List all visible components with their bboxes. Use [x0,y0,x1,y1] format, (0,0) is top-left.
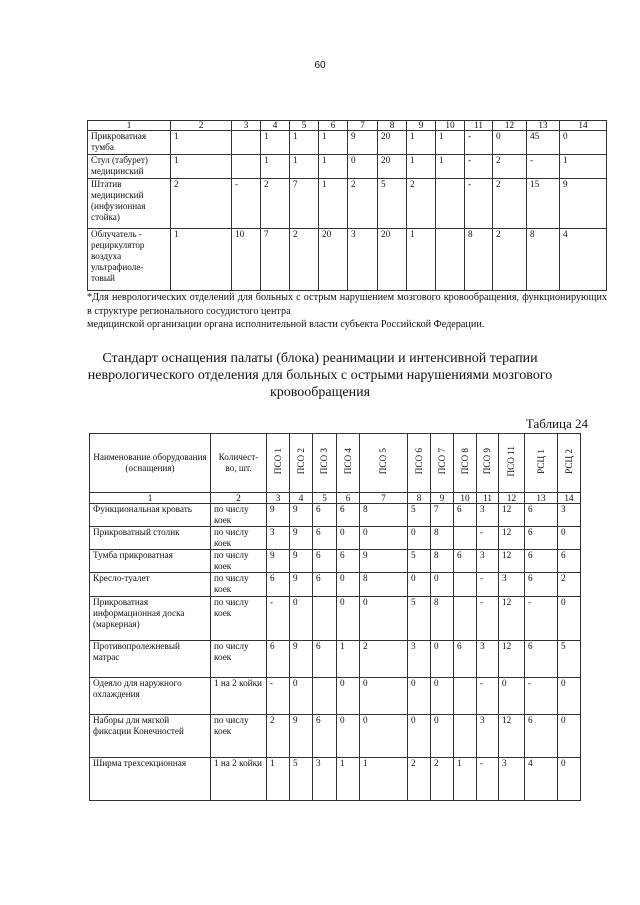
cell-value: 2 [407,179,436,229]
header-unit-label: ПСО 7 [436,448,447,475]
cell-value: 0 [558,527,581,550]
cell-value: 1 [290,155,319,179]
cell-value: 1 [337,758,360,801]
cell-value: 0 [337,527,360,550]
cell-value: - [465,179,493,229]
column-number: 10 [436,121,465,131]
header-unit-label: ПСО 3 [319,448,329,475]
cell-value: 2 [431,758,454,801]
equipment-name: Противопролежневый матрас [90,641,211,678]
column-number: 11 [477,493,499,504]
header-unit [499,434,525,493]
cell-value: 6 [525,527,558,550]
cell-value: 2 [493,179,527,229]
cell-value: 2 [360,641,408,678]
header-unit-label: ПСО 2 [295,448,306,475]
cell-value: 6 [313,504,337,527]
cell-value: 2 [408,758,431,801]
cell-value: 5 [408,597,431,641]
cell-value: 6 [313,641,337,678]
cell-value: 12 [499,550,525,573]
cell-value: 1 [454,758,477,801]
cell-value: 3 [313,758,337,801]
header-unit-label: РСЦ 2 [563,449,574,474]
cell-value: 0 [558,678,581,715]
header-unit [313,434,337,493]
cell-value: - [527,155,560,179]
cell-value: 2 [558,573,581,597]
footnote [87,291,607,332]
cell-value: - [477,597,499,641]
cell-value: 12 [499,715,525,758]
cell-value: 1 [436,155,465,179]
header-unit [454,434,477,493]
cell-value: - [465,155,493,179]
cell-value: 9 [348,131,378,155]
header-unit [408,434,431,493]
header-quantity: Количест-во, шт. [211,434,267,493]
cell-value: 1 [560,155,607,179]
cell-value: 0 [290,597,313,641]
equipment-name: Тумба прикроватная [90,550,211,573]
header-unit [360,434,408,493]
table-row [88,229,607,291]
column-number: 5 [290,121,319,131]
cell-value: 5 [408,550,431,573]
table-row [90,758,581,801]
table-row [90,597,581,641]
cell-value: 0 [431,641,454,678]
cell-value [232,155,261,179]
cell-value: 1 [171,131,232,155]
cell-value: 2 [493,229,527,291]
header-equipment-name: Наименование оборудования (оснащения) [90,434,211,493]
cell-value [313,678,337,715]
header-unit-label: ПСО 6 [413,448,424,475]
cell-value: - [465,131,493,155]
cell-value: 5 [378,179,407,229]
header-unit-label: ПСО 9 [482,448,492,475]
cell-value: 20 [319,229,348,291]
cell-value: - [267,678,290,715]
cell-value: 0 [499,678,525,715]
cell-value: 1 [407,131,436,155]
equipment-name: Прикроватный столик [90,527,211,550]
cell-value: 7 [431,504,454,527]
cell-value: 6 [558,550,581,573]
cell-value: 1 [319,155,348,179]
table-row [88,131,607,155]
cell-value: 6 [525,573,558,597]
cell-value: 12 [499,641,525,678]
cell-value: 0 [360,527,408,550]
cell-value: 3 [499,573,525,597]
cell-value: 0 [431,678,454,715]
cell-value: 6 [313,550,337,573]
cell-value: 6 [337,550,360,573]
cell-value: - [525,678,558,715]
cell-value: 1 [267,758,290,801]
column-number: 13 [525,493,558,504]
column-number: 9 [407,121,436,131]
cell-value: 1 [337,641,360,678]
cell-value: 3 [477,641,499,678]
header-unit [337,434,360,493]
column-number: 3 [267,493,290,504]
cell-value: 5 [290,758,313,801]
cell-value: 20 [378,131,407,155]
cell-value [436,229,465,291]
cell-value: 8 [527,229,560,291]
cell-value: 9 [290,527,313,550]
cell-value: 0 [408,527,431,550]
cell-value: 9 [290,504,313,527]
cell-value: 0 [337,678,360,715]
column-number: 4 [290,493,313,504]
cell-value: 8 [360,504,408,527]
equipment-name: Штатив медицинский (инфузионная стойка) [88,179,171,229]
column-number-row [90,493,581,504]
cell-value: 6 [313,715,337,758]
cell-value: 0 [431,715,454,758]
column-number: 10 [454,493,477,504]
cell-value: 8 [360,573,408,597]
cell-value: - [525,597,558,641]
column-number: 5 [313,493,337,504]
quantity: по числу коек [211,573,267,597]
cell-value: 9 [267,504,290,527]
cell-value: 20 [378,155,407,179]
quantity: по числу коек [211,527,267,550]
column-number: 6 [337,493,360,504]
column-number: 7 [360,493,408,504]
cell-value: 3 [477,715,499,758]
equipment-name: Одеяло для наружного охлаждения [90,678,211,715]
cell-value: 0 [337,715,360,758]
cell-value: 0 [408,678,431,715]
cell-value: 6 [454,504,477,527]
cell-value: 1 [171,229,232,291]
section-title: Стандарт оснащения палаты (блока) реанимации и интенсивной терапии неврологического отделения для больных с острыми нарушениями мозгового кровообращения [87,351,553,400]
cell-value [454,678,477,715]
cell-value: 1 [360,758,408,801]
table-row [90,715,581,758]
quantity: по числу коек [211,641,267,678]
cell-value: 5 [558,641,581,678]
cell-value: 3 [558,504,581,527]
cell-value: 8 [431,597,454,641]
cell-value: 15 [527,179,560,229]
cell-value: - [267,597,290,641]
quantity: по числу коек [211,504,267,527]
cell-value [313,597,337,641]
cell-value: 0 [558,597,581,641]
column-number: 14 [558,493,581,504]
cell-value: 1 [319,131,348,155]
cell-value: 2 [171,179,232,229]
cell-value: 6 [454,641,477,678]
table-caption: Таблица 24 [525,416,588,431]
cell-value: - [477,678,499,715]
cell-value: 3 [267,527,290,550]
cell-value: 12 [499,504,525,527]
cell-value: 0 [408,715,431,758]
cell-value: 1 [407,155,436,179]
header-unit-label: ПСО 1 [272,448,283,475]
cell-value: 5 [408,504,431,527]
table-row [88,179,607,229]
cell-value: 1 [436,131,465,155]
cell-value: 6 [313,527,337,550]
footnote-line-1: *Для неврологических отделений для больных с острым нарушением мозгового кровообращения, функционирующих в структуре регионального сосудистого центра [87,292,607,317]
header-unit [290,434,313,493]
equipment-name: Кресло-туалет [90,573,211,597]
table-row [90,573,581,597]
cell-value: 9 [290,573,313,597]
cell-value: 6 [313,573,337,597]
quantity: по числу коек [211,550,267,573]
column-number: 1 [88,121,171,131]
equipment-name: Облучатель - рециркулятор воздуха ультрафиоле-товый [88,229,171,291]
cell-value: - [477,573,499,597]
cell-value: 1 [261,155,290,179]
cell-value: 9 [360,550,408,573]
cell-value: 20 [378,229,407,291]
equipment-name: Функциональная кровать [90,504,211,527]
cell-value: 1 [319,179,348,229]
cell-value: 6 [337,504,360,527]
cell-value: 10 [232,229,261,291]
cell-value: 8 [431,527,454,550]
cell-value: 0 [560,131,607,155]
column-number: 2 [211,493,267,504]
cell-value: 3 [408,641,431,678]
column-number: 1 [90,493,211,504]
cell-value: 0 [360,678,408,715]
header-unit [525,434,558,493]
cell-value [454,527,477,550]
cell-value: 0 [337,573,360,597]
header-unit [267,434,290,493]
cell-value: 9 [290,550,313,573]
cell-value: 0 [558,758,581,801]
column-number-row [88,121,607,131]
equipment-name: Стул (табурет) медицинский [88,155,171,179]
cell-value: 0 [290,678,313,715]
cell-value: 2 [267,715,290,758]
cell-value: 3 [348,229,378,291]
column-number: 3 [232,121,261,131]
cell-value: 3 [477,504,499,527]
table-row [90,641,581,678]
column-number: 6 [319,121,348,131]
header-unit-label: ПСО 5 [378,448,388,475]
header-unit-label: РСЦ 1 [535,449,546,474]
cell-value: 9 [560,179,607,229]
table-row [90,550,581,573]
table-row [90,527,581,550]
header-unit [431,434,454,493]
footnote-line-2: медицинской организации органа исполнительной власти субъекта Российской Федерации. [87,319,485,330]
cell-value: 45 [527,131,560,155]
cell-value: 0 [360,597,408,641]
cell-value: 0 [493,131,527,155]
quantity: 1 на 2 койки [211,758,267,801]
cell-value: 6 [267,641,290,678]
column-number: 8 [378,121,407,131]
cell-value: 4 [525,758,558,801]
header-unit [477,434,499,493]
equipment-name: Ширма трехсекционная [90,758,211,801]
page-number: 60 [314,60,326,71]
cell-value: 2 [348,179,378,229]
cell-value: 12 [499,527,525,550]
header-unit [558,434,581,493]
cell-value: 6 [525,641,558,678]
cell-value: 1 [407,229,436,291]
icu-equipment-standard-table [89,433,581,801]
cell-value [454,573,477,597]
cell-value [232,131,261,155]
cell-value: 1 [261,131,290,155]
cell-value: 0 [348,155,378,179]
column-number: 12 [493,121,527,131]
cell-value: 3 [477,550,499,573]
equipment-name: Прикроватная тумба [88,131,171,155]
header-unit-label: ПСО 4 [342,448,353,475]
cell-value [454,715,477,758]
column-number: 9 [431,493,454,504]
quantity: 1 на 2 койки [211,678,267,715]
cell-value: 9 [290,715,313,758]
cell-value: 0 [337,597,360,641]
column-number: 7 [348,121,378,131]
cell-value: - [477,758,499,801]
column-number: 14 [560,121,607,131]
cell-value [454,597,477,641]
cell-value: 0 [431,573,454,597]
cell-value: 9 [290,641,313,678]
cell-value: - [232,179,261,229]
equipment-name: Наборы для мягкой фиксации Конечностей [90,715,211,758]
column-number: 12 [499,493,525,504]
cell-value: 6 [267,573,290,597]
table-row [90,504,581,527]
cell-value: 2 [261,179,290,229]
cell-value: 6 [454,550,477,573]
cell-value: 0 [360,715,408,758]
cell-value: 9 [267,550,290,573]
cell-value: 7 [261,229,290,291]
cell-value: 7 [290,179,319,229]
cell-value: - [477,527,499,550]
equipment-name: Прикроватная информационная доска (маркерная) [90,597,211,641]
column-number: 11 [465,121,493,131]
cell-value: 8 [431,550,454,573]
cell-value: 3 [499,758,525,801]
table-row [88,155,607,179]
column-number: 4 [261,121,290,131]
cell-value: 6 [525,550,558,573]
column-number: 2 [171,121,232,131]
cell-value [436,179,465,229]
header-unit-label: ПСО 11 [506,446,516,477]
cell-value: 1 [171,155,232,179]
cell-value: 4 [560,229,607,291]
column-number: 13 [527,121,560,131]
cell-value: 1 [290,131,319,155]
table-row [90,678,581,715]
header-unit-label: ПСО 8 [459,448,470,475]
column-number: 8 [408,493,431,504]
cell-value: 2 [493,155,527,179]
cell-value: 8 [465,229,493,291]
quantity: по числу коек [211,715,267,758]
equipment-table-continued [87,120,607,291]
cell-value: 12 [499,597,525,641]
cell-value: 6 [525,504,558,527]
cell-value: 6 [525,715,558,758]
cell-value: 0 [558,715,581,758]
quantity: по числу коек [211,597,267,641]
cell-value: 2 [290,229,319,291]
cell-value: 0 [408,573,431,597]
